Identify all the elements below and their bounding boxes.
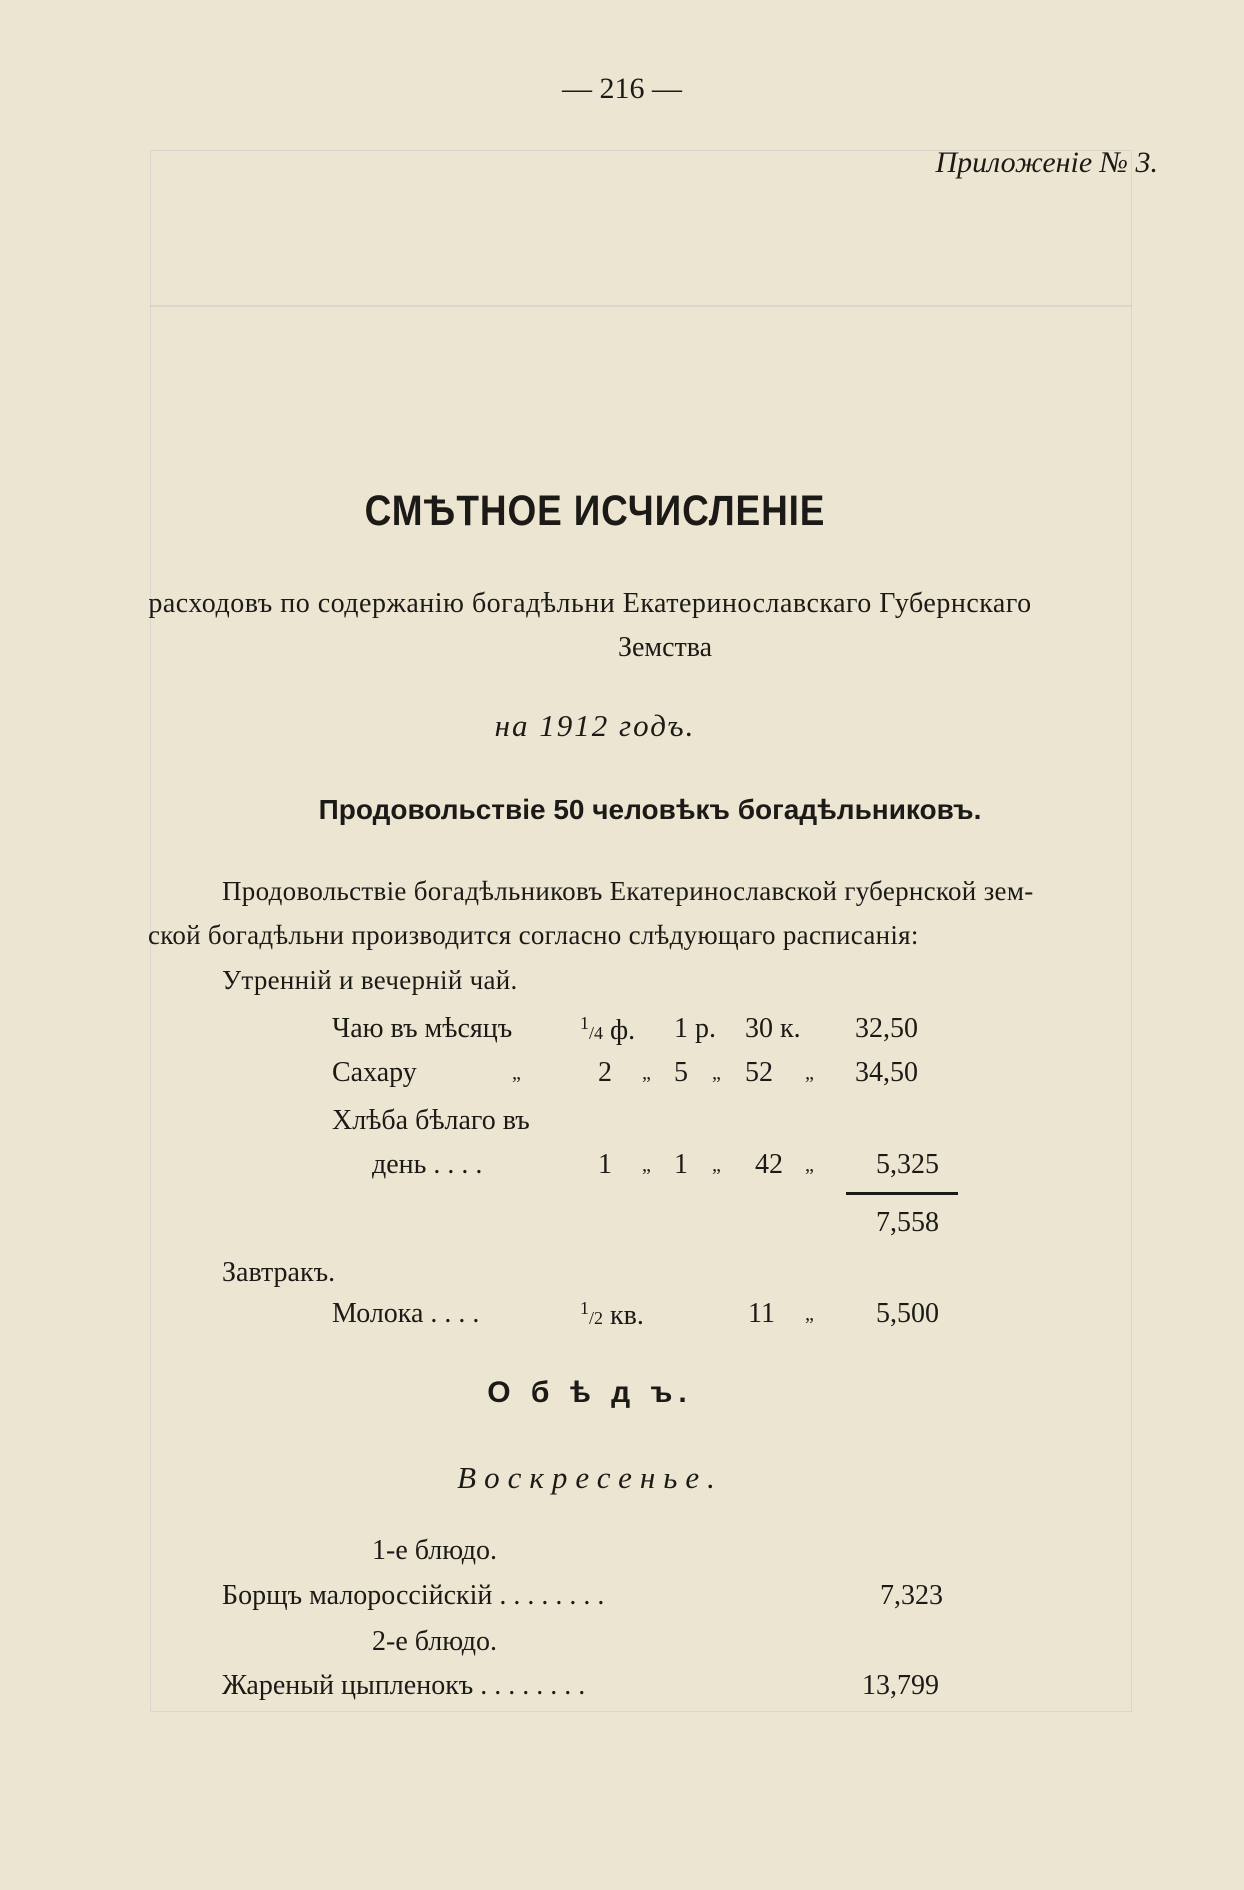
tea-row-2-ditto-1: „ [512,1062,521,1084]
course-2-total: 13,799 [862,1670,939,1701]
tea-row-1-qty: $^1$/4 ф. [580,1013,636,1046]
document-title: СМѢТНОЕ ИСЧИСЛЕНІЕ [364,487,826,535]
year-heading: на 1912 годъ. [494,708,696,743]
tea-row-1-item: Чаю въ мѣсяцъ [332,1013,513,1044]
tea-row-2-kop: 52 [745,1057,773,1088]
tea-row-4-kop: 42 [755,1149,783,1180]
show-through-rule [150,305,1132,307]
tea-row-2-ditto-2: „ [642,1062,651,1084]
tea-row-2-rub: 5 [674,1057,688,1088]
course-1-total: 7,323 [880,1580,943,1611]
page-number: — 216 — [562,72,682,105]
sum-rule [846,1192,958,1195]
tea-row-4-qty: 1 [598,1149,612,1180]
intro-line-1: Продовольствіе богадѣльниковъ Екатеринославской губернской зем- [222,876,1034,906]
breakfast-total: 5,500 [876,1298,939,1329]
breakfast-qty: $^1$/2 кв. [580,1298,644,1331]
intro-line-2: ской богадѣльни производится согласно слѣдующаго расписанія: [148,920,919,950]
course-2-label: 2-е блюдо. [372,1626,498,1657]
tea-row-4-item: день . . . . [372,1149,483,1180]
tea-row-2-qty: 2 [598,1057,612,1088]
dinner-heading: О б ѣ д ъ. [487,1376,693,1409]
subtitle-line-2: Земства [617,632,713,663]
tea-row-4-ditto-3: „ [712,1154,721,1176]
breakfast-kop: 11 [748,1298,775,1329]
appendix-label: Приложеніе № 3. [935,146,1158,179]
tea-row-4-total: 5,325 [876,1149,939,1180]
course-2-item: Жареный цыпленокъ . . . . . . . . [222,1670,586,1701]
tea-heading: Утренній и вечерній чай. [222,965,518,995]
subtitle-line-1: расходовъ по содержанію богадѣльни Екатеринославскаго Губернскаго [148,588,1032,619]
tea-row-3-item: Хлѣба бѣлаго въ [332,1105,530,1136]
course-1-label: 1-е блюдо. [372,1535,498,1566]
day-heading: Воскресенье. [457,1460,723,1495]
tea-row-2-item: Сахару [332,1057,417,1088]
breakfast-ditto: „ [805,1303,814,1325]
course-1-item: Борщъ малороссійскій . . . . . . . . [222,1580,605,1611]
section-heading: Продовольствіе 50 человѣкъ богадѣльниковъ. [318,794,982,825]
tea-row-2-ditto-3: „ [712,1062,721,1084]
tea-row-2-ditto-4: „ [805,1062,814,1084]
tea-sum: 7,558 [876,1207,939,1238]
tea-row-4-ditto-4: „ [805,1154,814,1176]
tea-row-4-rub: 1 [674,1149,688,1180]
tea-row-1-total: 32,50 [855,1013,918,1044]
breakfast-item: Молока . . . . [332,1298,480,1329]
tea-row-2-total: 34,50 [855,1057,918,1088]
breakfast-heading: Завтракъ. [222,1257,336,1288]
tea-row-4-ditto-2: „ [642,1154,651,1176]
tea-row-1-rub: 1 р. [674,1013,716,1044]
tea-row-1-kop: 30 к. [745,1013,801,1044]
